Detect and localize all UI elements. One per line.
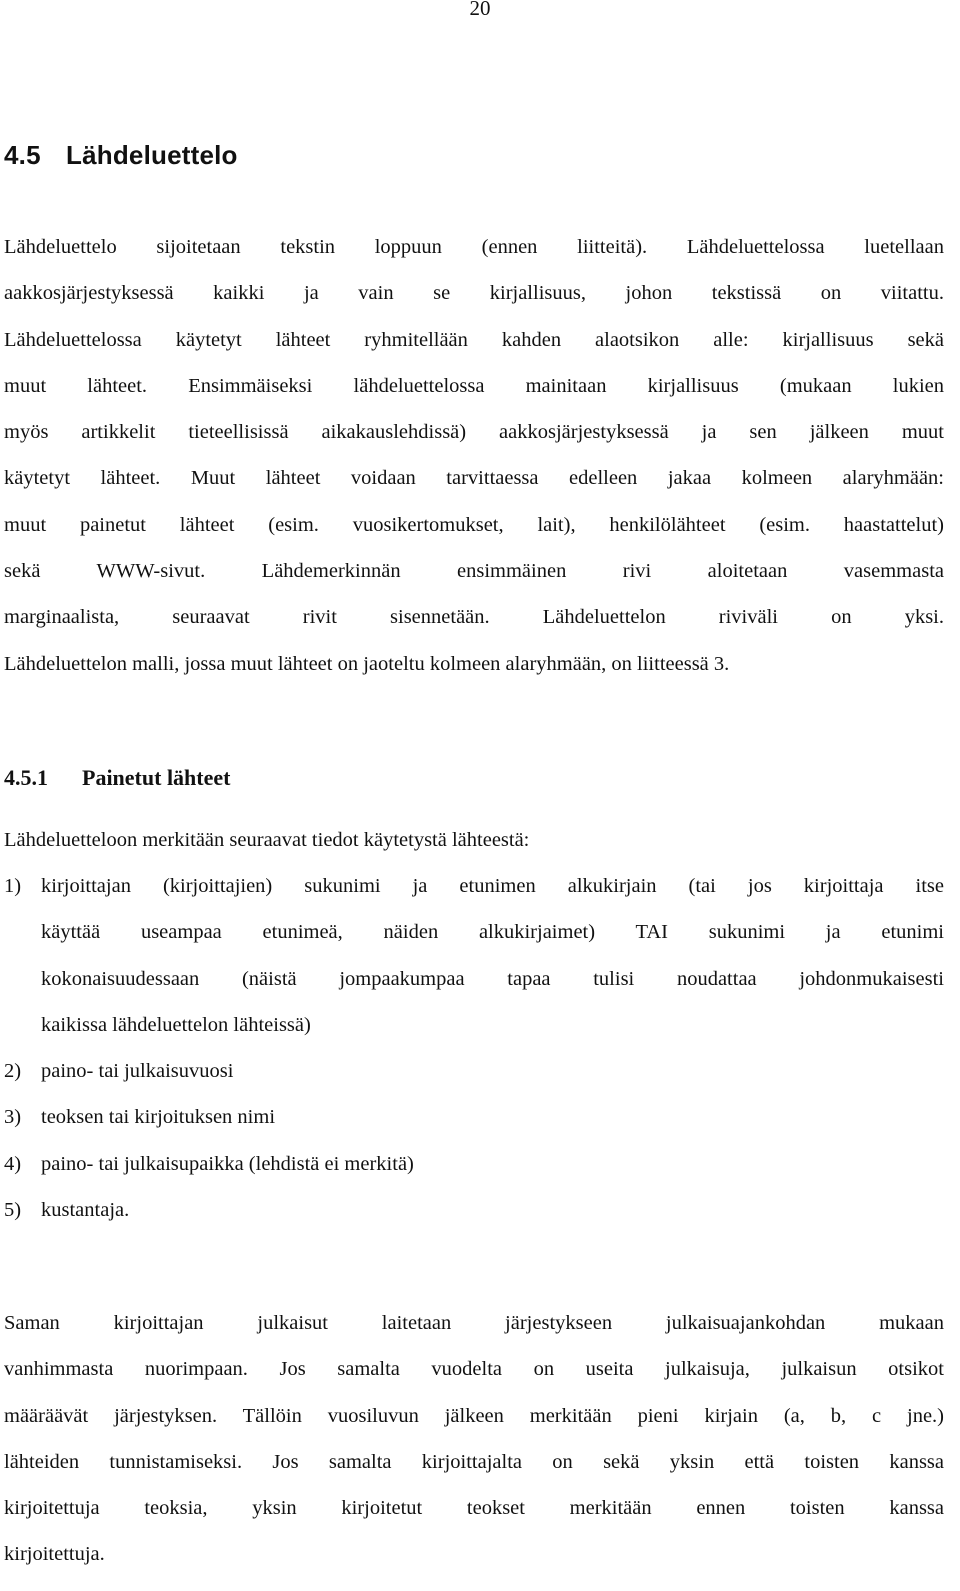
- text-line: marginaalista, seuraavat rivit sisennetään. Lähdeluettelon riviväli on yksi.: [4, 606, 944, 629]
- text-line: vanhimmasta nuorimpaan. Jos samalta vuodelta on useita julkaisuja, julkaisun otsikot: [4, 1358, 944, 1381]
- closing-paragraph: [4, 1300, 944, 1578]
- list-item: [4, 1187, 944, 1233]
- text-line: käytetyt lähteet. Muut lähteet voidaan tarvittaessa edelleen jakaa kolmeen alaryhmään:: [4, 467, 944, 490]
- text-line: teoksen tai kirjoituksen nimi: [41, 1106, 276, 1129]
- text-line: lähteiden tunnistamiseksi. Jos samalta kirjoittajalta on sekä yksin että toisten kanssa: [4, 1450, 944, 1473]
- text-line: Lähdeluettelon malli, jossa muut lähteet on jaoteltu kolmeen alaryhmään, on liitteessä 3.: [4, 652, 730, 675]
- list-item: [4, 1141, 944, 1187]
- text-line: sekä WWW-sivut. Lähdemerkinnän ensimmäinen rivi aloitetaan vasemmasta: [4, 560, 944, 583]
- text-line: Lähdeluettelo sijoitetaan tekstin loppuun (ennen liitteitä). Lähdeluettelossa luetellaan: [4, 236, 944, 258]
- list-item: [4, 863, 944, 1048]
- subsection-heading: [4, 765, 230, 791]
- subsection-number: 4.5.1: [4, 765, 48, 790]
- list-marker: 1): [4, 875, 22, 897]
- text-line: myös artikkelit tieteellisissä aikakauslehdissä) aakkosjärjestyksessä ja sen jälkeen muut: [4, 421, 944, 444]
- text-line: kirjoitettuja teoksia, yksin kirjoitetut teokset merkitään ennen toisten kanssa: [4, 1497, 944, 1520]
- text-line: muut lähteet. Ensimmäiseksi lähdeluettelossa mainitaan kirjallisuus (mukaan lukien: [4, 374, 944, 397]
- list-intro: [4, 817, 944, 863]
- section-heading: [4, 140, 238, 171]
- text-line: määräävät järjestyksen. Tällöin vuosiluvun jälkeen merkitään pieni kirjain (a, b, c jne.): [4, 1404, 944, 1427]
- text-line: kustantaja.: [41, 1199, 130, 1222]
- subsection-title: Painetut lähteet: [82, 765, 231, 790]
- text-line: muut painetut lähteet (esim. vuosikertomukset, lait), henkilölähteet (esim. haastattelut): [4, 513, 944, 536]
- text-line: kirjoitettuja.: [4, 1543, 105, 1566]
- text-line: Saman kirjoittajan julkaisut laitetaan järjestykseen julkaisuajankohdan mukaan: [4, 1312, 944, 1334]
- text-line: kaikissa lähdeluettelon lähteissä): [41, 1013, 311, 1036]
- list-marker: 4): [4, 1152, 22, 1175]
- list-item: [4, 1094, 944, 1140]
- list-marker: 3): [4, 1106, 22, 1129]
- text-line: kirjoittajan (kirjoittajien) sukunimi ja etunimen alkukirjain (tai jos kirjoittaja itse: [41, 875, 944, 897]
- text-line: paino- tai julkaisupaikka (lehdistä ei merkitä): [41, 1152, 414, 1175]
- page-number: 20: [469, 0, 491, 20]
- intro-paragraph: [4, 224, 944, 687]
- list-marker: 2): [4, 1060, 22, 1083]
- list-item: [4, 1048, 944, 1094]
- list-marker: 5): [4, 1199, 22, 1222]
- text-line: kokonaisuudessaan (näistä jompaakumpaa tapaa tulisi noudattaa johdonmukaisesti: [41, 967, 944, 990]
- text-line: Lähdeluetteloon merkitään seuraavat tiedot käytetystä lähteestä:: [4, 829, 530, 851]
- section-title: Lähdeluettelo: [66, 140, 238, 170]
- text-line: käyttää useampaa etunimeä, näiden alkukirjaimet) TAI sukunimi ja etunimi: [41, 921, 944, 944]
- text-line: aakkosjärjestyksessä kaikki ja vain se kirjallisuus, johon tekstissä on viitattu.: [4, 282, 944, 305]
- text-line: paino- tai julkaisuvuosi: [41, 1060, 234, 1083]
- section-number: 4.5: [4, 140, 41, 170]
- source-fields-list: [4, 863, 944, 1233]
- text-line: Lähdeluettelossa käytetyt lähteet ryhmitellään kahden alaotsikon alle: kirjallisuus sekä: [4, 328, 944, 351]
